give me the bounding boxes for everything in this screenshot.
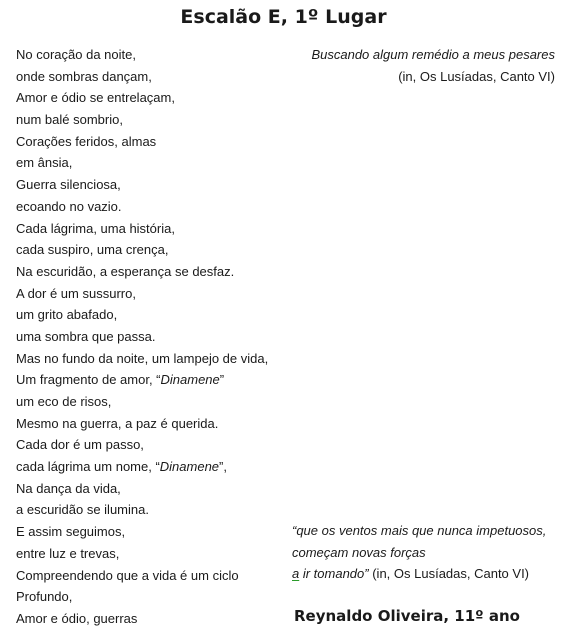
author-credit: Reynaldo Oliveira, 11º ano [294, 607, 520, 625]
poem-line: No coração da noite, [16, 47, 136, 62]
poem-line: a escuridão se ilumina. [16, 502, 149, 518]
epigraph-bottom-line-3 [292, 563, 557, 585]
poem-line: Na escuridão, a esperança se desfaz. [16, 263, 235, 279]
poem-line: Amor e ódio se entrelaçam, [16, 90, 175, 106]
epigraph-bottom-line-2: começam novas forças [292, 544, 426, 560]
epigraph-source: (in, Os Lusíadas, Canto VI) [398, 68, 555, 84]
epigraph-bottom-underlined-a: a [292, 566, 300, 582]
epigraph-quote: Buscando algum remédio a meus pesares [311, 47, 555, 62]
poem-line: Cada lágrima, uma história, [16, 220, 175, 236]
poem-line: Cada dor é um passo, [16, 437, 144, 453]
poem-line: Um fragmento de amor, “Dinamene” [16, 372, 225, 388]
poem-line: entre luz e trevas, [16, 545, 120, 561]
poem-line: Mas no fundo da noite, um lampejo de vida, [16, 350, 269, 366]
poem-line: em ânsia, [16, 155, 73, 171]
poem-line: Guerra silenciosa, [16, 177, 121, 193]
epigraph-bottom-source: (in, Os Lusíadas, Canto VI) [368, 566, 530, 582]
poem-line: Na dança da vida, [16, 480, 121, 496]
poem-line: Compreendendo que a vida é um ciclo [16, 567, 239, 583]
poem-line: num balé sombrio, [16, 112, 123, 128]
poem-line: Amor e ódio, guerras [16, 610, 138, 626]
epigraph-bottom-line-3-text: ir tomando” [299, 566, 369, 582]
poem-line: um eco de risos, [16, 394, 112, 409]
poem-line: onde sombras dançam, [16, 68, 152, 84]
poem-line: cada lágrima um nome, “Dinamene”, [16, 459, 227, 475]
poem-lines [16, 44, 286, 630]
name-dinamene: Dinamene [159, 459, 220, 475]
poem-line: um grito abafado, [16, 307, 118, 323]
poem-line: Mesmo na guerra, a paz é querida. [16, 415, 219, 431]
epigraph-bottom [292, 520, 557, 585]
poem-line: E assim seguimos, [16, 524, 126, 540]
poem-line: A dor é um sussurro, [16, 285, 136, 301]
poem-line: ecoando no vazio. [16, 198, 122, 214]
poem-line: Corações feridos, almas [16, 133, 157, 149]
epigraph-bottom-line-1: “que os ventos mais que nunca impetuosos, [292, 523, 547, 538]
poem-line: Profundo, [16, 589, 73, 605]
epigraph-top [305, 44, 555, 87]
page-title: Escalão E, 1º Lugar [180, 6, 387, 28]
poem-line: uma sombra que passa. [16, 328, 156, 344]
poem-line: cada suspiro, uma crença, [16, 242, 169, 258]
name-dinamene: Dinamene [160, 372, 220, 388]
